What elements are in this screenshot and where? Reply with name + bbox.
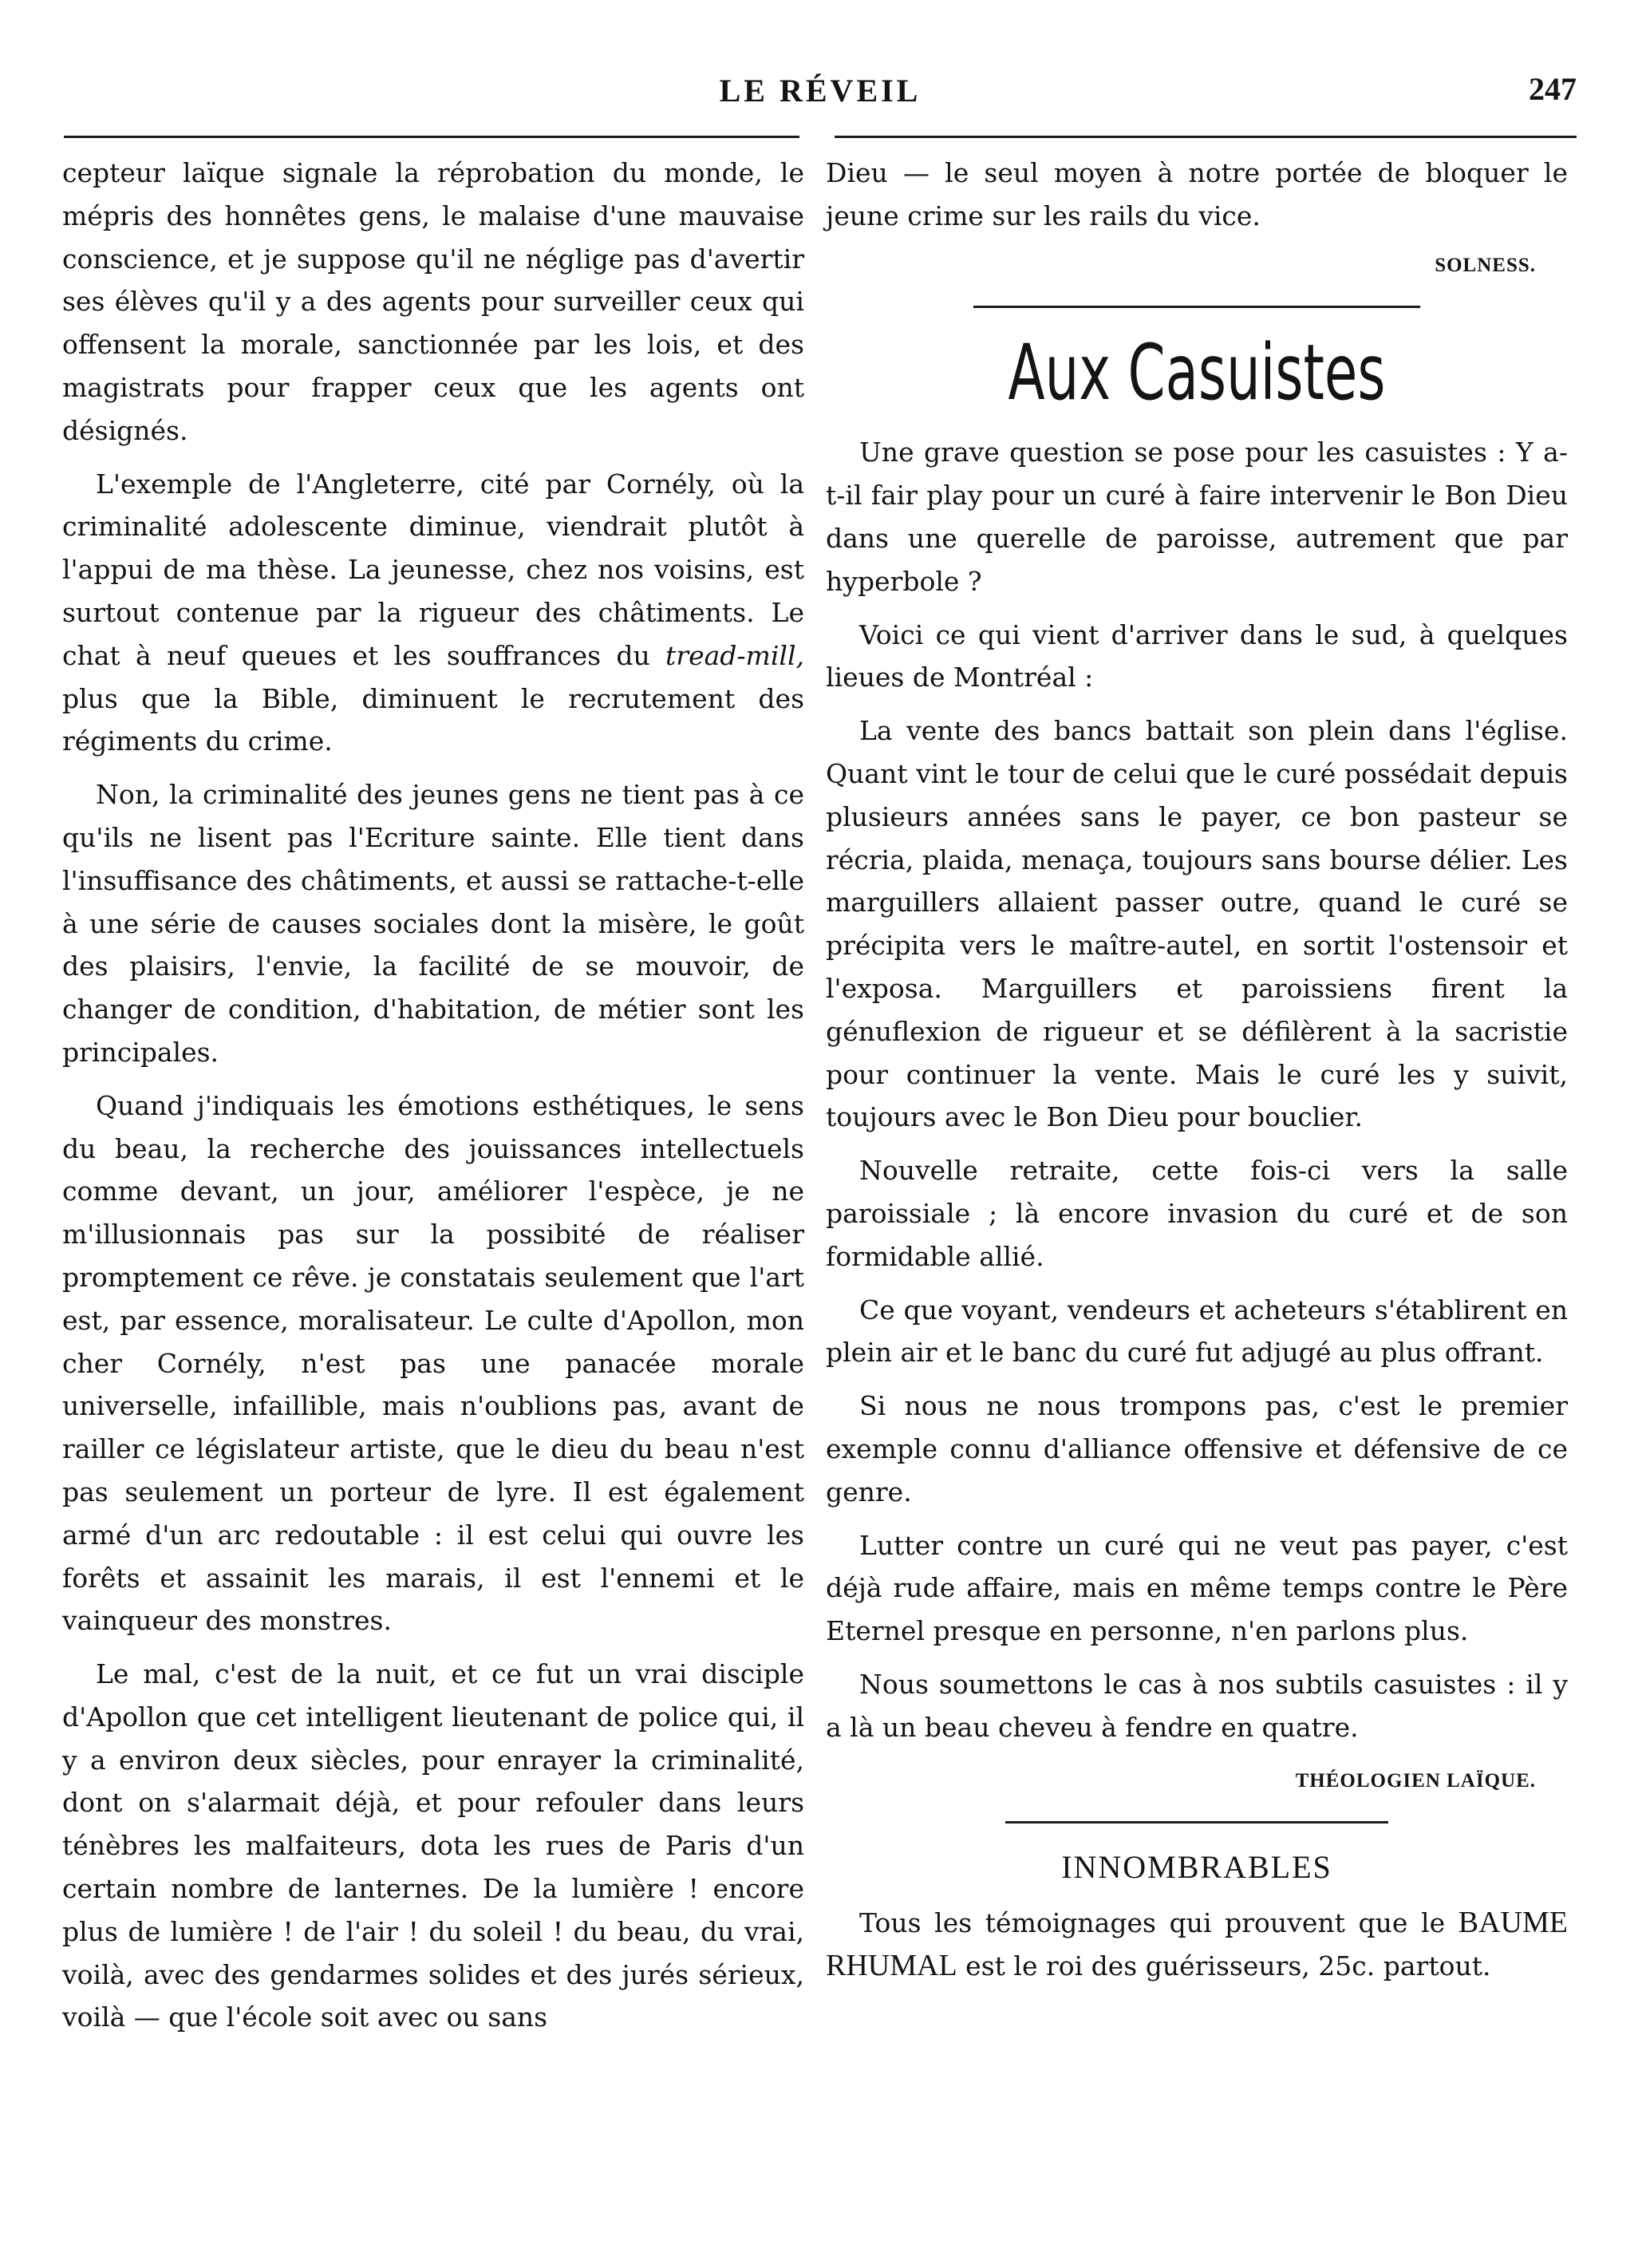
page-header [64,65,1577,121]
header-rule-left [64,136,799,138]
ad-brand: BAUME RHUMAL [826,1906,1568,1982]
paragraph: Lutter contre un curé qui ne veut pas payer, c'est déjà rude affaire, mais en même temps contre le Père Eternel presque en personne, n'en parlons plus. [826,1529,1568,1647]
header-rule-right [835,136,1577,138]
right-column [826,152,1568,1998]
ad-text-end: est le roi des guérisseurs, 25c. partout. [957,1950,1491,1982]
paragraph: Nous soumettons le cas à nos subtils casuistes : il y a là un beau cheveu à fendre en quatre. [826,1668,1568,1743]
paragraph-text: plus que la Bible, diminuent le recrutement des régiments du crime. [62,682,804,757]
paragraph: Dieu — le seul moyen à notre portée de bloquer le jeune crime sur les rails du vice. [826,157,1568,231]
paragraph: Ce que voyant, vendeurs et acheteurs s'établirent en plein air et le banc du curé fut adjugé au plus offrant. [826,1294,1568,1369]
page-number: 247 [1529,71,1577,107]
paragraph: Non, la criminalité des jeunes gens ne tient pas à ce qu'ils ne lisent pas l'Ecriture sainte. Elle tient dans l'insuffisance des châtiments, et aussi se rattache-t-elle à une série de causes sociales dont la misère, le goût des plaisirs, l'envie, la facilité de se mouvoir, de changer de condition, d'habitation, de métier sont les principales. [62,779,804,1068]
italic-term: tread-mill, [665,639,804,671]
journal-title: LE RÉVEIL [719,73,922,109]
paragraph: Voici ce qui vient d'arriver dans le sud, à quelques lieues de Montréal : [826,618,1568,693]
signature: THÉOLOGIEN LAÏQUE. [1295,1769,1536,1792]
paragraph: cepteur laïque signale la réprobation du monde, le mépris des honnêtes gens, le malaise d'une mauvaise conscience, et je suppose qu'il ne néglige pas d'avertir ses élèves qu'il y a des agents pour surveiller ceux qui offensent la morale, sanctionnée par les lois, et des magistrats pour frapper ceux que les agents ont désignés. [62,157,804,446]
ad-text [826,1902,1568,1988]
left-column [62,152,804,2049]
paragraph [62,463,804,764]
signature: SOLNESS. [1435,254,1536,276]
ad-text-start: Tous les témoignages qui prouvent que le [859,1907,1458,1939]
paragraph: La vente des bancs battait son plein dans l'église. Quant vint le tour de celui que le curé possédait depuis plusieurs années sans le payer, ce bon pasteur se récria, plaida, menaça, toujours sans bourse délier. Les marguillers allaient passer outre, quand le curé se précipita vers le maître-autel, en sortit l'ostensoir et l'exposa. Marguillers et paroissiens firent la génuflexion de rigueur et se défilèrent à la sacristie pour continuer la vente. Mais le curé les y suivit, toujours avec le Bon Dieu pour bouclier. [826,715,1568,1133]
divider [1005,1821,1388,1823]
paragraph: Si nous ne nous trompons pas, c'est le premier exemple connu d'alliance offensive et défensive de ce genre. [826,1390,1568,1507]
ad-title: INNOMBRABLES [1061,1849,1332,1886]
paragraph: Nouvelle retraite, cette fois-ci vers la salle paroissiale ; là encore invasion du curé et de son formidable allié. [826,1155,1568,1272]
paragraph-text: L'exemple de l'Angleterre, cité par Cornély, où la criminalité adolescente diminue, viendrait plutôt à l'appui de ma thèse. La jeunesse, chez nos voisins, est surtout contenue par la rigueur des châtiments. Le chat à neuf queues et les souffrances du [62,468,804,671]
article-title: Aux Casuistes [1008,328,1386,418]
paragraph: Quand j'indiquais les émotions esthétiques, le sens du beau, la recherche des jouissances intellectuels comme devant, un jour, améliorer l'espèce, je ne m'illusionnais pas sur la possibité de réaliser promptement ce rêve. je constatais seulement que l'art est, par essence, moralisateur. Le culte d'Apollon, mon cher Cornély, n'est pas une panacée morale universelle, infaillible, mais n'oublions pas, avant de railler ce législateur artiste, que le dieu du beau n'est pas seulement un porteur de lyre. Il est également armé d'un arc redoutable : il est celui qui ouvre les forêts et assainit les marais, il est l'ennemi et le vainqueur des monstres. [62,1089,804,1637]
divider [973,306,1420,308]
paragraph: Une grave question se pose pour les casuistes : Y a-t-il fair play pour un curé à faire intervenir le Bon Dieu dans une querelle de paroisse, autrement que par hyperbole ? [826,437,1568,597]
paragraph: Le mal, c'est de la nuit, et ce fut un vrai disciple d'Apollon que cet intelligent lieutenant de police qui, il y a environ deux siècles, pour enrayer la criminalité, dont on s'alarmait déjà, et pour refouler dans leurs ténèbres les malfaiteurs, dota les rues de Paris d'un certain nombre de lanternes. De la lumière ! encore plus de lumière ! de l'air ! du soleil ! du beau, du vrai, voilà, avec des gendarmes solides et des jurés sérieux, voilà — que l'école soit avec ou sans [62,1658,804,2033]
